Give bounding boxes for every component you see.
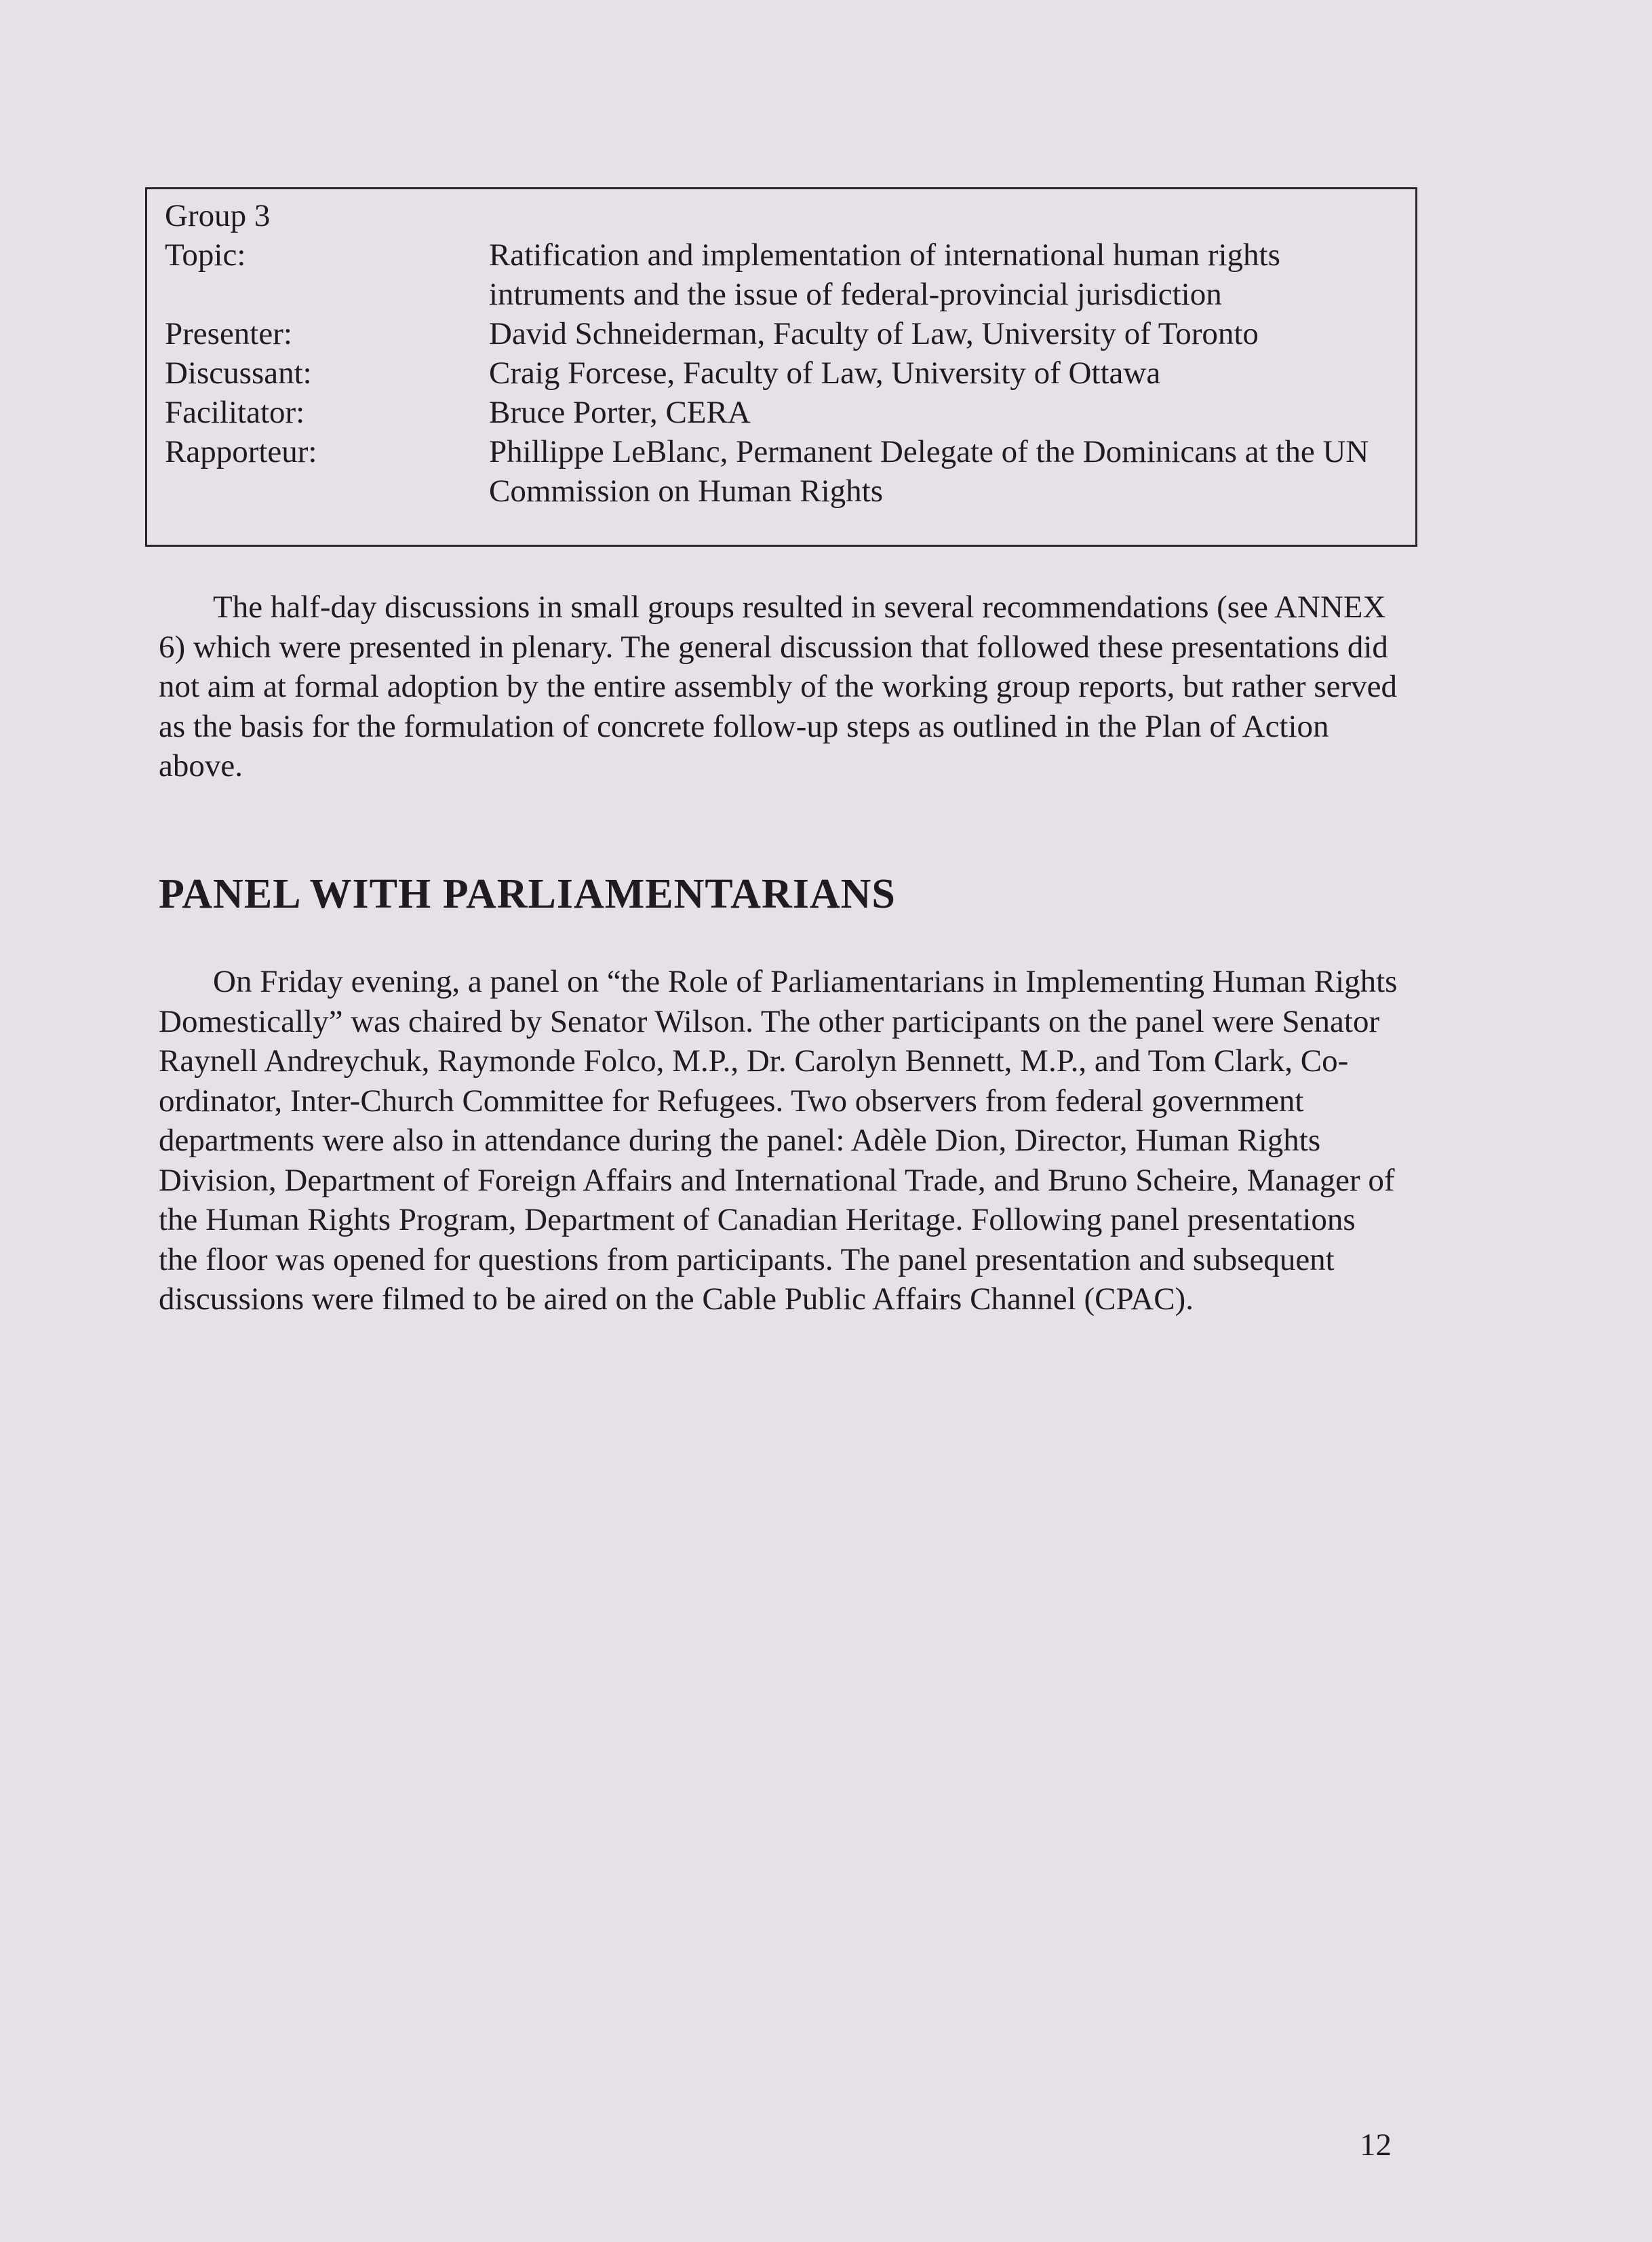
group-heading: Group 3 (165, 198, 271, 233)
presenter-value: David Schneiderman, Faculty of Law, University of Toronto (489, 316, 1259, 351)
presenter-label: Presenter: (165, 316, 292, 351)
page-number: 12 (1360, 2127, 1392, 2163)
topic-value: Ratification and implementation of international human rights intruments and the issue of federal-provincial jurisdiction (489, 237, 1280, 312)
group-info-box (145, 187, 1417, 547)
topic-label: Topic: (165, 237, 246, 273)
facilitator-label: Facilitator: (165, 395, 305, 430)
panel-description-paragraph: On Friday evening, a panel on “the Role of Parliamentarians in Implementing Human Rights Domestically” was chaired by Senator Wilson. The other participants on the panel were Senator Raynell Andreychuk, Raymonde Folco, M.P., Dr. Carolyn Bennett, M.P., and Tom Clark, Co-ordinator, Inter-Church Committee for Refugees. Two observers from federal government departments were also in attendance during the panel: Adèle Dion, Director, Human Rights Division, Department of Foreign Affairs and International Trade, and Bruno Scheire, Manager of the Human Rights Program, Department of Canadian Heritage. Following panel presentations the floor was opened for questions from participants. The panel presentation and subsequent discussions were filmed to be aired on the Cable Public Affairs Channel (CPAC). (159, 964, 1398, 1317)
rapporteur-label: Rapporteur: (165, 434, 317, 469)
rapporteur-value: Phillippe LeBlanc, Permanent Delegate of the Dominicans at the UN Commission on Human Rights (489, 434, 1369, 509)
section-heading: PANEL WITH PARLIAMENTARIANS (159, 871, 896, 917)
discussant-label: Discussant: (165, 355, 312, 391)
facilitator-value: Bruce Porter, CERA (489, 395, 751, 430)
discussion-summary-paragraph: The half-day discussions in small groups resulted in several recommendations (see ANNEX 6) which were presented in plenary. The general discussion that followed these presentations did not aim at formal adoption by the entire assembly of the working group reports, but rather served as the basis for the formulation of concrete follow-up steps as outlined in the Plan of Action above. (159, 590, 1397, 784)
discussant-value: Craig Forcese, Faculty of Law, University of Ottawa (489, 355, 1161, 391)
